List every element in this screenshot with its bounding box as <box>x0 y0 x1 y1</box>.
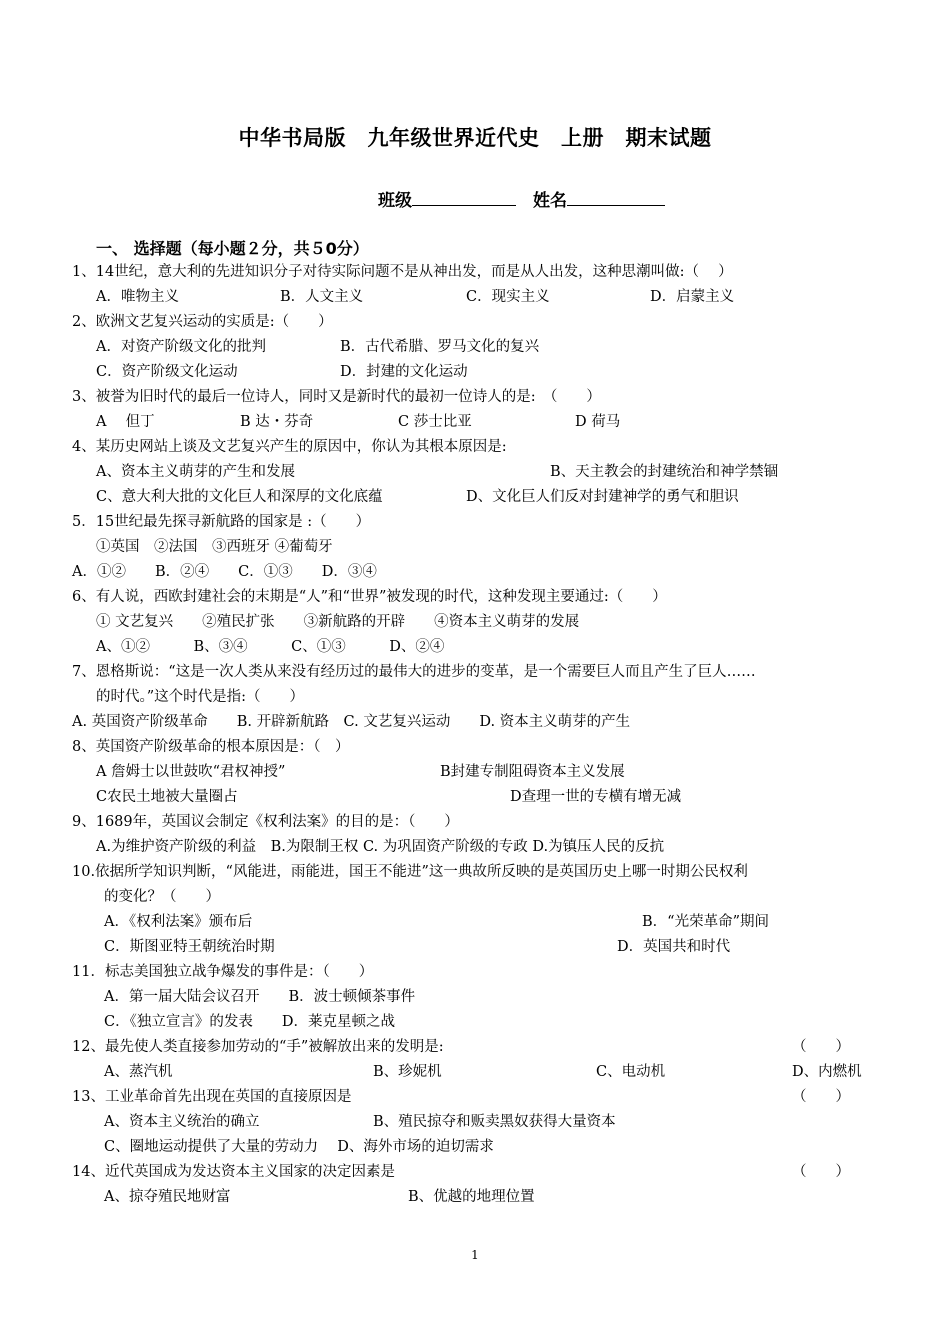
question-12-option-c: C、电动机 <box>596 1064 666 1080</box>
question-10-option-b: B．“光荣革命”期间 <box>642 914 769 930</box>
class-blank[interactable] <box>412 189 516 206</box>
question-1-stem: 1、14世纪，意大利的先进知识分子对待实际问题不是从神出发，而是从人出发，这种思潮叫做:（ ） <box>72 264 733 280</box>
question-7-stem: 7、恩格斯说：“这是一次人类从来没有经历过的最伟大的进步的变革，是一个需要巨人而且产生了巨人…… <box>72 664 756 680</box>
question-13-stem: 13、工业革命首先出现在英国的直接原因是 <box>72 1089 352 1105</box>
question-11-options-ab: A．第一届大陆会议召开 B．波士顿倾茶事件 <box>104 989 416 1005</box>
question-5-choices: ①英国 ②法国 ③西班牙 ④葡萄牙 <box>96 539 333 555</box>
question-12-option-b: B、珍妮机 <box>373 1064 442 1080</box>
question-1-option-a: A．唯物主义 <box>96 289 179 305</box>
question-6-stem: 6、有人说，西欧封建社会的末期是“人”和“世界”被发现的时代，这种发现主要通过:（ ） <box>72 589 667 605</box>
section-heading: 一、 选择题（每小题２分，共５0分） <box>96 239 369 258</box>
question-14-stem: 14、近代英国成为发达资本主义国家的决定因素是 <box>72 1164 395 1180</box>
question-14-answer-bracket[interactable]: （ ） <box>792 1164 850 1180</box>
question-14-option-b: B、优越的地理位置 <box>408 1189 535 1205</box>
question-4-option-b: B、天主教会的封建统治和神学禁锢 <box>550 464 779 480</box>
question-14-option-a: A、掠夺殖民地财富 <box>104 1189 231 1205</box>
question-12-option-d: D、内燃机 <box>792 1064 862 1080</box>
question-13-options-cd: C、圈地运动提供了大量的劳动力 D、海外市场的迫切需求 <box>104 1139 494 1155</box>
question-10-option-d: D．英国共和时代 <box>617 939 731 955</box>
question-4-option-a: A、资本主义萌芽的产生和发展 <box>96 464 295 480</box>
question-2-option-b: B．古代希腊、罗马文化的复兴 <box>340 339 540 355</box>
student-info <box>378 186 665 211</box>
question-1-option-b: B．人文主义 <box>280 289 364 305</box>
question-11-options-cd: C．《独立宣言》的发表 D．莱克星顿之战 <box>104 1014 395 1030</box>
question-6-choices: ① 文艺复兴 ②殖民扩张 ③新航路的开辟 ④资本主义萌芽的发展 <box>96 614 580 630</box>
exam-title: 中华书局版 九年级世界近代史 上册 期末试题 <box>238 126 712 150</box>
question-5-options: A．①② B．②④ C．①③ D．③④ <box>72 564 377 580</box>
question-12-answer-bracket[interactable]: （ ） <box>792 1039 850 1055</box>
question-2-option-a: A．对资产阶级文化的批判 <box>96 339 266 355</box>
question-8-option-d: D查理一世的专横有增无减 <box>510 789 682 805</box>
question-10-stem: 10.依据所学知识判断，“风能进，雨能进，国王不能进”这一典故所反映的是英国历史上哪一时期公民权利 <box>72 864 748 880</box>
question-3-option-b: B 达・芬奇 <box>240 414 314 430</box>
question-13-option-b: B、殖民掠夺和贩卖黑奴获得大量资本 <box>373 1114 616 1130</box>
question-4-option-d: D、文化巨人们反对封建神学的勇气和胆识 <box>466 489 739 505</box>
question-5-stem: 5．15世纪最先探寻新航路的国家是 :（ ） <box>72 514 371 530</box>
question-10-option-c: C．斯图亚特王朝统治时期 <box>104 939 275 955</box>
question-1-option-c: C．现实主义 <box>466 289 550 305</box>
question-3-option-a: A 但丁 <box>96 414 155 430</box>
question-10-option-a: A．《权利法案》颁布后 <box>104 914 253 930</box>
question-9-options: A.为维护资产阶级的利益 B.为限制王权 C. 为巩固资产阶级的专政 D.为镇压人民的反抗 <box>96 839 665 855</box>
question-8-option-c: C农民土地被大量圈占 <box>96 789 238 805</box>
question-8-option-a: A 詹姆士以世鼓吹“君权神授” <box>96 764 286 780</box>
page-number: 1 <box>471 1248 479 1262</box>
question-8-stem: 8、英国资产阶级革命的根本原因是：（ ） <box>72 739 350 755</box>
question-1-option-d: D．启蒙主义 <box>650 289 735 305</box>
question-3-option-d: D 荷马 <box>575 414 621 430</box>
name-blank[interactable] <box>567 189 665 206</box>
question-11-stem: 11．标志美国独立战争爆发的事件是：（ ） <box>72 964 374 980</box>
question-8-option-b: B封建专制阻碍资本主义发展 <box>440 764 625 780</box>
question-3-option-c: C 莎士比亚 <box>398 414 472 430</box>
question-6-options: A、①② B、③④ C、①③ D、②④ <box>96 639 445 655</box>
question-12-stem: 12、最先使人类直接参加劳动的“手”被解放出来的发明是: <box>72 1039 444 1055</box>
question-2-option-c: C．资产阶级文化运动 <box>96 364 238 380</box>
question-13-answer-bracket[interactable]: （ ） <box>792 1089 850 1105</box>
question-2-option-d: D．封建的文化运动 <box>340 364 468 380</box>
question-10-stem-continued: 的变化？（ ） <box>104 889 220 905</box>
question-2-stem: 2、欧洲文艺复兴运动的实质是:（ ） <box>72 314 333 330</box>
name-label: 姓名 <box>533 191 567 211</box>
question-13-option-a: A、资本主义统治的确立 <box>104 1114 260 1130</box>
question-7-stem-continued: 的时代。”这个时代是指:（ ） <box>96 689 305 705</box>
question-4-option-c: C、意大利大批的文化巨人和深厚的文化底蕴 <box>96 489 383 505</box>
class-label: 班级 <box>378 191 412 211</box>
question-4-stem: 4、某历史网站上谈及文艺复兴产生的原因中，你认为其根本原因是: <box>72 439 507 455</box>
question-9-stem: 9、1689年，英国议会制定《权利法案》的目的是：（ ） <box>72 814 459 830</box>
question-12-option-a: A、蒸汽机 <box>104 1064 173 1080</box>
question-7-options: A. 英国资产阶级革命 B. 开辟新航路 C. 文艺复兴运动 D. 资本主义萌芽的产生 <box>72 714 631 730</box>
question-3-stem: 3、被誉为旧时代的最后一位诗人，同时又是新时代的最初一位诗人的是: （ ） <box>72 389 601 405</box>
